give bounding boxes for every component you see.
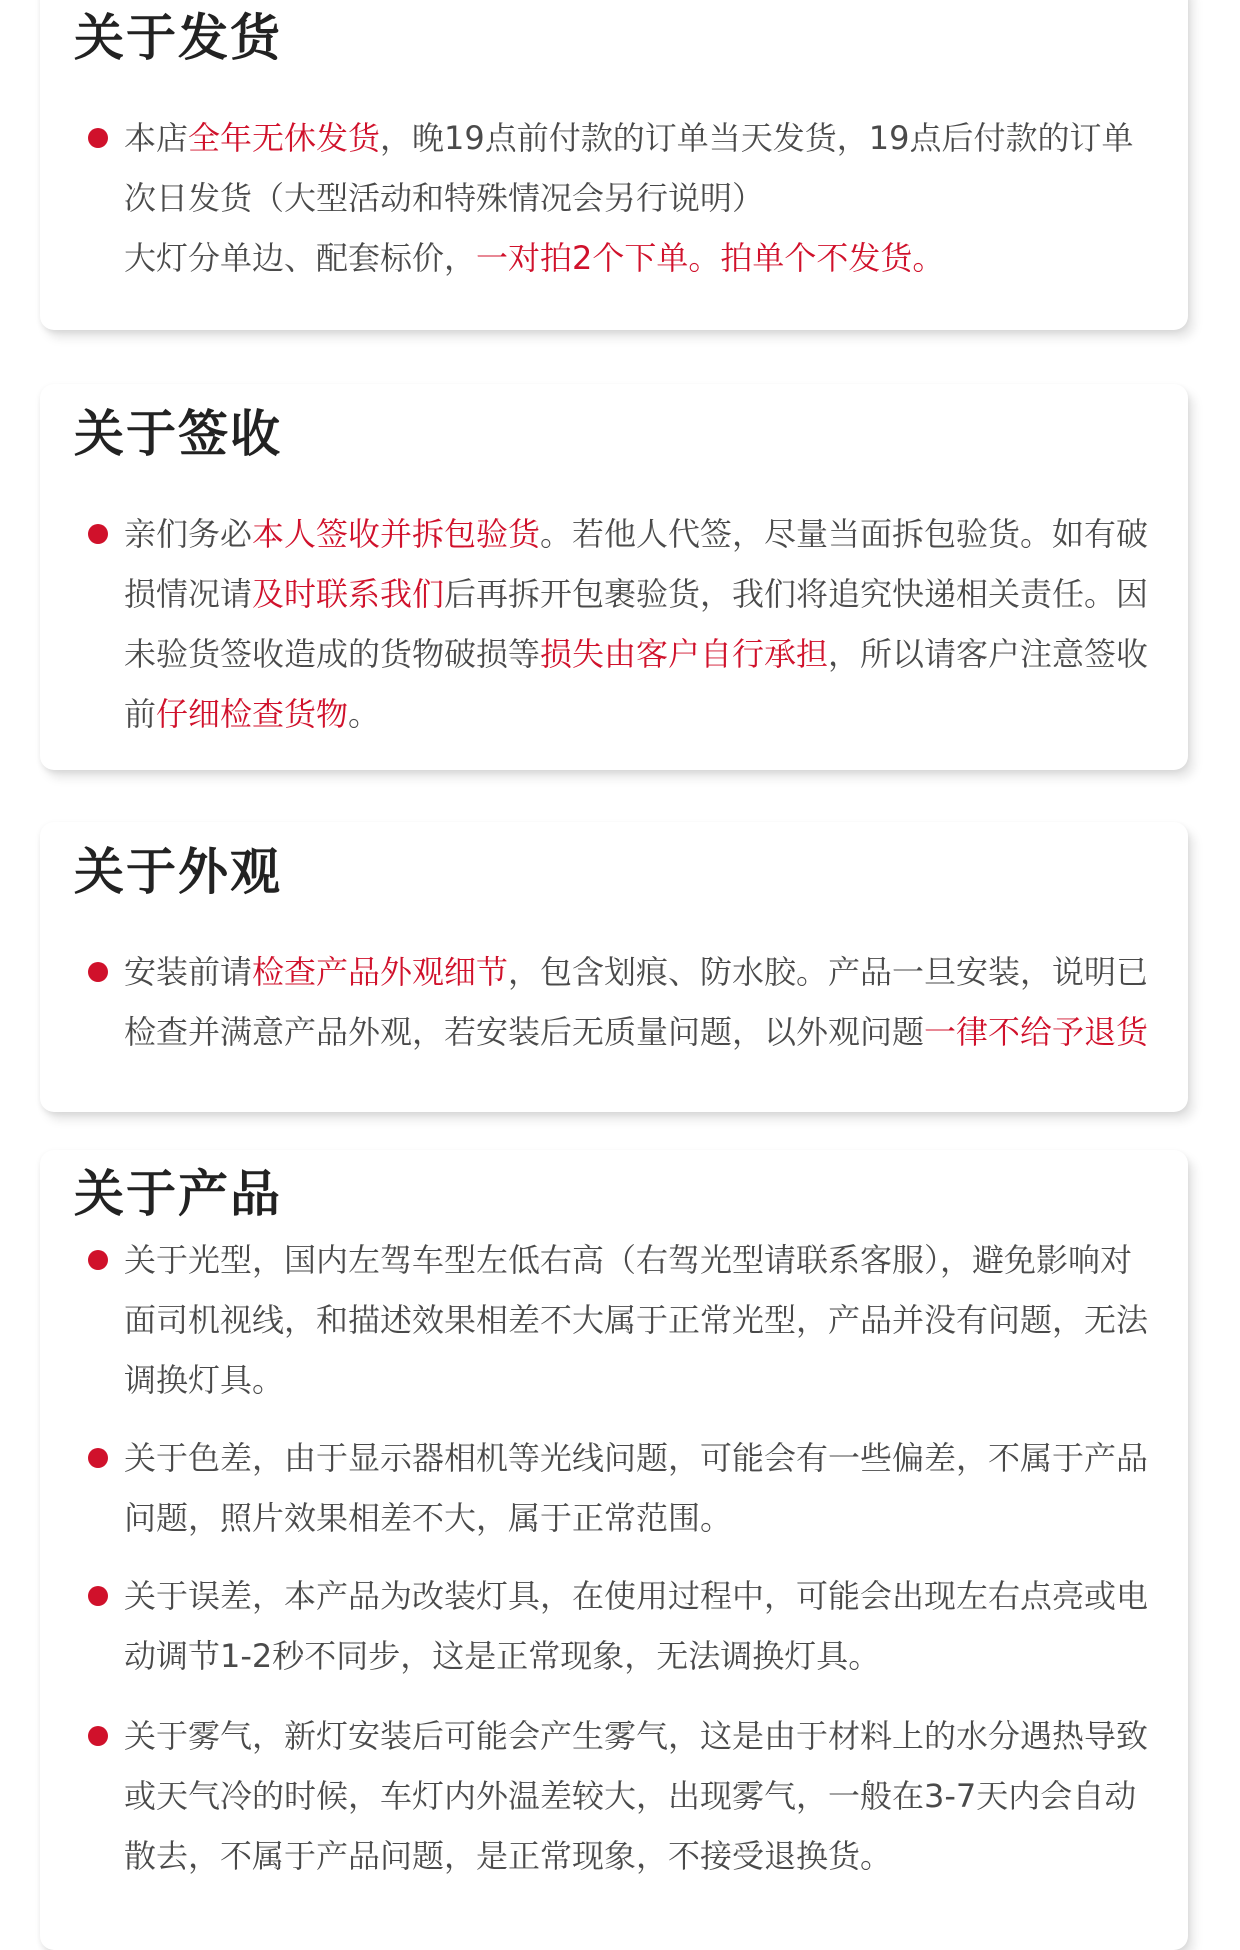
highlight-text: 检查产品外观细节 <box>252 953 509 991</box>
body-text: 本店 <box>124 119 189 157</box>
section-card-appearance <box>40 822 1188 1112</box>
body-text: 安装前请 <box>124 953 253 991</box>
bullet-icon <box>88 1448 108 1468</box>
bullet-icon <box>88 1250 108 1270</box>
section-title: 关于外观 <box>74 843 282 901</box>
body-text: 亲们务必 <box>124 515 253 553</box>
paragraph-text <box>124 1230 1162 1410</box>
body-text: 。若他人代签，尽量当面拆包验货。如有破损情况请 <box>124 515 1149 613</box>
body-text: 关于雾气，新灯安装后可能会产生雾气，这是由于材料上的水分遇热导致或天气冷的时候，车灯内外温差较大，出现雾气，一般在3-7天内会自动散去，不属于产品问题，是正常现象，不接受退换货。 <box>124 1717 1149 1875</box>
highlight-text: 及时联系我们 <box>252 575 445 613</box>
body-text: 后再拆开包裹验货，我们将追究快递相关责任。因未验货签收造成的货物破损等 <box>124 575 1149 673</box>
paragraph-text <box>124 504 1162 744</box>
section-card-product <box>40 1150 1188 1950</box>
paragraph <box>82 1566 1162 1686</box>
bullet-icon <box>88 524 108 544</box>
paragraph <box>82 1428 1162 1548</box>
paragraph-text <box>124 1706 1162 1886</box>
body-text: ，晚19点前付款的订单当天发货，19点后付款的订单次日发货（大型活动和特殊情况会另行说明） <box>124 119 1134 217</box>
highlight-text: 一律不给予退货 <box>924 1013 1149 1051</box>
paragraph-text <box>124 1566 1162 1686</box>
paragraph-text <box>124 1428 1162 1548</box>
paragraph <box>82 504 1162 744</box>
paragraph <box>82 108 1162 288</box>
bullet-icon <box>88 962 108 982</box>
paragraph <box>82 1706 1162 1886</box>
section-card-shipping <box>40 0 1188 330</box>
body-text: 关于误差，本产品为改装灯具，在使用过程中，可能会出现左右点亮或电动调节1-2秒不同步，这是正常现象，无法调换灯具。 <box>124 1577 1149 1675</box>
section-title: 关于产品 <box>74 1165 282 1223</box>
section-card-receipt <box>40 384 1188 770</box>
paragraph <box>82 942 1162 1062</box>
highlight-text: 仔细检查货物 <box>156 695 349 733</box>
body-text: 大灯分单边、配套标价， <box>124 239 477 277</box>
bullet-icon <box>88 128 108 148</box>
section-title: 关于签收 <box>74 405 282 463</box>
bullet-icon <box>88 1726 108 1746</box>
body-text: 关于色差，由于显示器相机等光线问题，可能会有一些偏差，不属于产品问题，照片效果相差不大，属于正常范围。 <box>124 1439 1149 1537</box>
body-text: 关于光型，国内左驾车型左低右高（右驾光型请联系客服），避免影响对面司机视线，和描述效果相差不大属于正常光型，产品并没有问题，无法调换灯具。 <box>124 1241 1149 1399</box>
section-title: 关于发货 <box>74 9 282 67</box>
highlight-text: 本人签收并拆包验货 <box>252 515 541 553</box>
paragraph-text <box>124 942 1162 1062</box>
paragraph <box>82 1230 1162 1410</box>
body-text: 。 <box>348 695 381 733</box>
body-text: ，所以请客户注意签收前 <box>124 635 1149 733</box>
body-text: ，包含划痕、防水胶。产品一旦安装，说明已检查并满意产品外观，若安装后无质量问题，以外观问题 <box>124 953 1149 1051</box>
highlight-text: 一对拍2个下单。拍单个不发货。 <box>476 239 945 277</box>
highlight-text: 全年无休发货 <box>188 119 381 157</box>
highlight-text: 损失由客户自行承担 <box>540 635 829 673</box>
bullet-icon <box>88 1586 108 1606</box>
paragraph-text <box>124 108 1162 288</box>
